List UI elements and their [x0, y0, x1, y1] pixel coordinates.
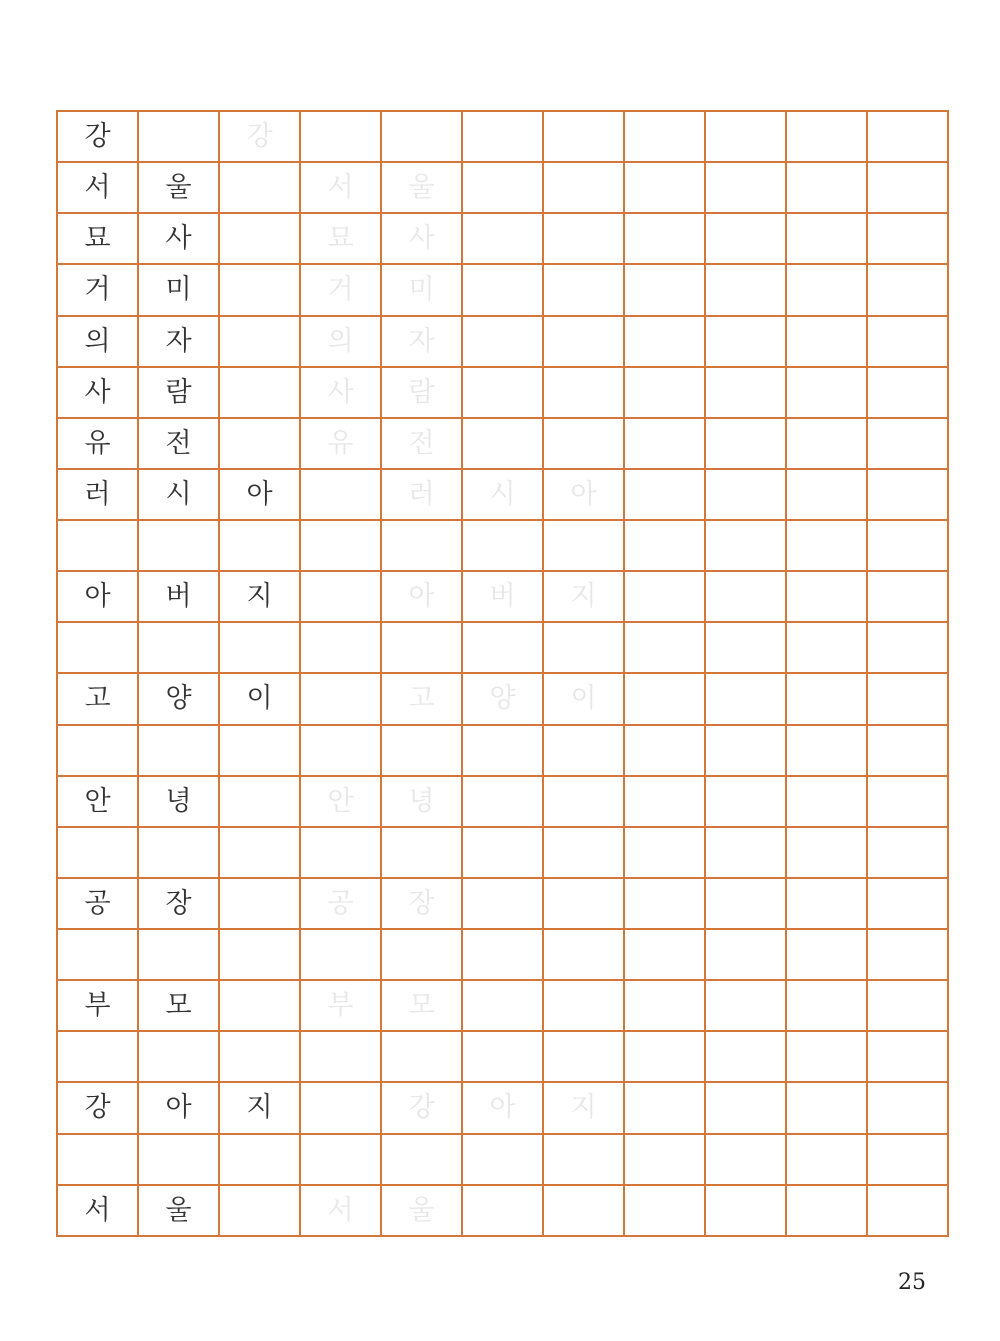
grid-cell: [543, 929, 624, 980]
trace-syllable: 전: [381, 418, 462, 469]
grid-cell: [462, 264, 543, 315]
grid-cell: [219, 776, 300, 827]
trace-syllable: 아: [543, 469, 624, 520]
model-syllable: 지: [219, 571, 300, 622]
grid-cell: [300, 622, 381, 673]
grid-row: [57, 469, 948, 520]
grid-cell: [705, 111, 786, 162]
grid-cell: [138, 520, 219, 571]
grid-cell: [219, 520, 300, 571]
grid-row: [57, 316, 948, 367]
grid-cell: [705, 622, 786, 673]
grid-cell: [543, 162, 624, 213]
grid-cell: [786, 827, 867, 878]
grid-cell: [219, 213, 300, 264]
grid-cell: [543, 622, 624, 673]
model-syllable: 안: [57, 776, 138, 827]
trace-syllable: 묘: [300, 213, 381, 264]
grid-cell: [462, 878, 543, 929]
grid-cell: [867, 980, 948, 1031]
trace-syllable: 울: [381, 162, 462, 213]
model-syllable: 시: [138, 469, 219, 520]
grid-cell: [57, 827, 138, 878]
grid-cell: [543, 1185, 624, 1236]
grid-cell: [705, 520, 786, 571]
grid-cell: [543, 367, 624, 418]
grid-cell: [624, 111, 705, 162]
model-syllable: 울: [138, 162, 219, 213]
model-syllable: 이: [219, 673, 300, 724]
grid-cell: [381, 725, 462, 776]
grid-cell: [543, 1031, 624, 1082]
grid-cell: [867, 520, 948, 571]
model-syllable: 유: [57, 418, 138, 469]
grid-cell: [705, 1134, 786, 1185]
trace-syllable: 시: [462, 469, 543, 520]
trace-syllable: 강: [381, 1082, 462, 1133]
grid-cell: [57, 1134, 138, 1185]
grid-cell: [624, 213, 705, 264]
grid-cell: [138, 1031, 219, 1082]
grid-cell: [543, 878, 624, 929]
grid-cell: [624, 162, 705, 213]
grid-cell: [381, 1031, 462, 1082]
trace-syllable: 러: [381, 469, 462, 520]
grid-cell: [543, 418, 624, 469]
grid-row: [57, 776, 948, 827]
trace-syllable: 공: [300, 878, 381, 929]
trace-syllable: 서: [300, 1185, 381, 1236]
trace-syllable: 이: [543, 673, 624, 724]
model-syllable: 양: [138, 673, 219, 724]
grid-cell: [381, 1134, 462, 1185]
grid-cell: [543, 827, 624, 878]
grid-cell: [786, 1082, 867, 1133]
grid-cell: [300, 469, 381, 520]
model-syllable: 서: [57, 162, 138, 213]
grid-cell: [57, 725, 138, 776]
grid-cell: [867, 1082, 948, 1133]
model-syllable: 미: [138, 264, 219, 315]
grid-cell: [543, 776, 624, 827]
grid-cell: [57, 929, 138, 980]
grid-cell: [138, 929, 219, 980]
grid-cell: [381, 520, 462, 571]
grid-cell: [705, 213, 786, 264]
model-syllable: 람: [138, 367, 219, 418]
grid-cell: [543, 111, 624, 162]
grid-cell: [300, 929, 381, 980]
trace-syllable: 강: [219, 111, 300, 162]
grid-row: [57, 418, 948, 469]
grid-cell: [300, 1031, 381, 1082]
grid-row: [57, 1134, 948, 1185]
grid-cell: [867, 1134, 948, 1185]
grid-cell: [300, 571, 381, 622]
grid-cell: [300, 520, 381, 571]
grid-cell: [786, 673, 867, 724]
grid-cell: [786, 980, 867, 1031]
grid-cell: [786, 929, 867, 980]
trace-syllable: 지: [543, 571, 624, 622]
grid-cell: [219, 725, 300, 776]
grid-cell: [543, 1134, 624, 1185]
model-syllable: 모: [138, 980, 219, 1031]
grid-cell: [786, 367, 867, 418]
grid-cell: [300, 673, 381, 724]
grid-cell: [624, 878, 705, 929]
grid-row: [57, 264, 948, 315]
grid-cell: [543, 316, 624, 367]
model-syllable: 묘: [57, 213, 138, 264]
trace-syllable: 장: [381, 878, 462, 929]
grid-cell: [138, 622, 219, 673]
grid-cell: [786, 1185, 867, 1236]
grid-cell: [462, 1031, 543, 1082]
grid-cell: [867, 571, 948, 622]
grid-cell: [300, 827, 381, 878]
model-syllable: 의: [57, 316, 138, 367]
model-syllable: 사: [57, 367, 138, 418]
grid-cell: [786, 520, 867, 571]
grid-cell: [624, 469, 705, 520]
grid-cell: [219, 827, 300, 878]
trace-syllable: 유: [300, 418, 381, 469]
grid-row: [57, 520, 948, 571]
grid-cell: [786, 316, 867, 367]
model-syllable: 자: [138, 316, 219, 367]
grid-row: [57, 929, 948, 980]
grid-row: [57, 673, 948, 724]
grid-cell: [867, 827, 948, 878]
grid-cell: [705, 367, 786, 418]
model-syllable: 전: [138, 418, 219, 469]
trace-syllable: 지: [543, 1082, 624, 1133]
grid-row: [57, 980, 948, 1031]
grid-cell: [624, 520, 705, 571]
grid-row: [57, 878, 948, 929]
grid-cell: [462, 418, 543, 469]
grid-cell: [624, 264, 705, 315]
grid-cell: [624, 1031, 705, 1082]
grid-cell: [705, 776, 786, 827]
grid-cell: [867, 213, 948, 264]
grid-body: [57, 111, 948, 1236]
grid-cell: [219, 1185, 300, 1236]
grid-cell: [219, 418, 300, 469]
grid-cell: [786, 111, 867, 162]
grid-cell: [462, 929, 543, 980]
trace-syllable: 거: [300, 264, 381, 315]
grid-cell: [624, 622, 705, 673]
grid-row: [57, 1185, 948, 1236]
grid-cell: [462, 520, 543, 571]
model-syllable: 버: [138, 571, 219, 622]
grid-cell: [462, 622, 543, 673]
grid-cell: [624, 316, 705, 367]
grid-cell: [786, 1134, 867, 1185]
trace-syllable: 서: [300, 162, 381, 213]
grid-cell: [219, 367, 300, 418]
trace-syllable: 안: [300, 776, 381, 827]
grid-cell: [624, 827, 705, 878]
grid-cell: [705, 827, 786, 878]
grid-cell: [462, 162, 543, 213]
grid-cell: [867, 929, 948, 980]
grid-cell: [381, 827, 462, 878]
grid-cell: [219, 162, 300, 213]
grid-cell: [57, 1031, 138, 1082]
grid-cell: [867, 316, 948, 367]
grid-cell: [786, 776, 867, 827]
trace-syllable: 버: [462, 571, 543, 622]
grid-cell: [219, 1134, 300, 1185]
grid-cell: [786, 162, 867, 213]
grid-cell: [543, 980, 624, 1031]
grid-cell: [462, 367, 543, 418]
grid-cell: [624, 571, 705, 622]
grid-cell: [462, 827, 543, 878]
trace-syllable: 양: [462, 673, 543, 724]
grid-cell: [300, 725, 381, 776]
grid-cell: [462, 776, 543, 827]
grid-cell: [786, 725, 867, 776]
grid-cell: [624, 1082, 705, 1133]
grid-cell: [867, 264, 948, 315]
grid-cell: [705, 929, 786, 980]
model-syllable: 거: [57, 264, 138, 315]
grid-cell: [219, 929, 300, 980]
grid-cell: [705, 316, 786, 367]
grid-cell: [867, 367, 948, 418]
grid-cell: [624, 725, 705, 776]
grid-cell: [624, 980, 705, 1031]
grid-cell: [381, 929, 462, 980]
grid-cell: [624, 367, 705, 418]
grid-cell: [705, 264, 786, 315]
grid-cell: [462, 725, 543, 776]
grid-cell: [543, 520, 624, 571]
model-syllable: 강: [57, 111, 138, 162]
grid-cell: [462, 1185, 543, 1236]
grid-cell: [705, 571, 786, 622]
grid-cell: [462, 213, 543, 264]
grid-cell: [462, 980, 543, 1031]
grid-cell: [543, 264, 624, 315]
grid-cell: [219, 1031, 300, 1082]
grid-row: [57, 827, 948, 878]
practice-grid: [56, 110, 949, 1237]
trace-syllable: 녕: [381, 776, 462, 827]
grid-cell: [705, 673, 786, 724]
grid-cell: [219, 264, 300, 315]
grid-cell: [867, 878, 948, 929]
grid-row: [57, 213, 948, 264]
model-syllable: 고: [57, 673, 138, 724]
trace-syllable: 람: [381, 367, 462, 418]
grid-cell: [705, 725, 786, 776]
grid-cell: [705, 878, 786, 929]
model-syllable: 공: [57, 878, 138, 929]
grid-cell: [543, 725, 624, 776]
grid-row: [57, 622, 948, 673]
grid-cell: [219, 622, 300, 673]
model-syllable: 강: [57, 1082, 138, 1133]
model-syllable: 장: [138, 878, 219, 929]
grid-cell: [381, 622, 462, 673]
grid-cell: [705, 162, 786, 213]
grid-cell: [624, 673, 705, 724]
grid-cell: [867, 725, 948, 776]
grid-cell: [786, 878, 867, 929]
grid-cell: [219, 878, 300, 929]
grid-cell: [786, 213, 867, 264]
grid-cell: [786, 1031, 867, 1082]
grid-cell: [867, 622, 948, 673]
grid-cell: [462, 316, 543, 367]
grid-cell: [867, 469, 948, 520]
model-syllable: 서: [57, 1185, 138, 1236]
model-syllable: 아: [138, 1082, 219, 1133]
trace-syllable: 고: [381, 673, 462, 724]
grid-cell: [867, 673, 948, 724]
grid-cell: [624, 1134, 705, 1185]
grid-row: [57, 571, 948, 622]
grid-cell: [381, 111, 462, 162]
trace-syllable: 부: [300, 980, 381, 1031]
grid-cell: [219, 980, 300, 1031]
grid-cell: [138, 1134, 219, 1185]
trace-syllable: 사: [381, 213, 462, 264]
grid-cell: [624, 1185, 705, 1236]
grid-cell: [786, 469, 867, 520]
grid-cell: [867, 1185, 948, 1236]
grid-cell: [462, 111, 543, 162]
grid-cell: [867, 418, 948, 469]
grid-cell: [300, 1134, 381, 1185]
trace-syllable: 아: [381, 571, 462, 622]
grid-cell: [705, 1082, 786, 1133]
grid-cell: [300, 111, 381, 162]
grid-cell: [138, 725, 219, 776]
grid-row: [57, 111, 948, 162]
trace-syllable: 모: [381, 980, 462, 1031]
model-syllable: 부: [57, 980, 138, 1031]
grid-cell: [867, 776, 948, 827]
model-syllable: 녕: [138, 776, 219, 827]
grid-row: [57, 1082, 948, 1133]
trace-syllable: 의: [300, 316, 381, 367]
grid-cell: [624, 776, 705, 827]
trace-syllable: 울: [381, 1185, 462, 1236]
grid-cell: [705, 980, 786, 1031]
grid-cell: [57, 622, 138, 673]
trace-syllable: 자: [381, 316, 462, 367]
grid-cell: [219, 316, 300, 367]
grid-cell: [462, 1134, 543, 1185]
grid-cell: [624, 418, 705, 469]
grid-row: [57, 162, 948, 213]
grid-cell: [786, 622, 867, 673]
model-syllable: 사: [138, 213, 219, 264]
model-syllable: 울: [138, 1185, 219, 1236]
grid-cell: [786, 418, 867, 469]
grid-cell: [138, 827, 219, 878]
grid-cell: [300, 1082, 381, 1133]
grid-cell: [867, 162, 948, 213]
grid-row: [57, 725, 948, 776]
grid-cell: [867, 1031, 948, 1082]
grid-cell: [786, 571, 867, 622]
model-syllable: 아: [57, 571, 138, 622]
grid-cell: [705, 1031, 786, 1082]
grid-cell: [705, 469, 786, 520]
grid-cell: [705, 418, 786, 469]
grid-row: [57, 1031, 948, 1082]
trace-syllable: 사: [300, 367, 381, 418]
grid-cell: [543, 213, 624, 264]
page-number: 25: [898, 1270, 926, 1295]
grid-cell: [786, 264, 867, 315]
model-syllable: 아: [219, 469, 300, 520]
trace-syllable: 미: [381, 264, 462, 315]
model-syllable: 러: [57, 469, 138, 520]
grid-cell: [867, 111, 948, 162]
grid-cell: [705, 1185, 786, 1236]
grid-cell: [624, 929, 705, 980]
grid-row: [57, 367, 948, 418]
grid-cell: [57, 520, 138, 571]
grid-cell: [138, 111, 219, 162]
trace-syllable: 아: [462, 1082, 543, 1133]
model-syllable: 지: [219, 1082, 300, 1133]
